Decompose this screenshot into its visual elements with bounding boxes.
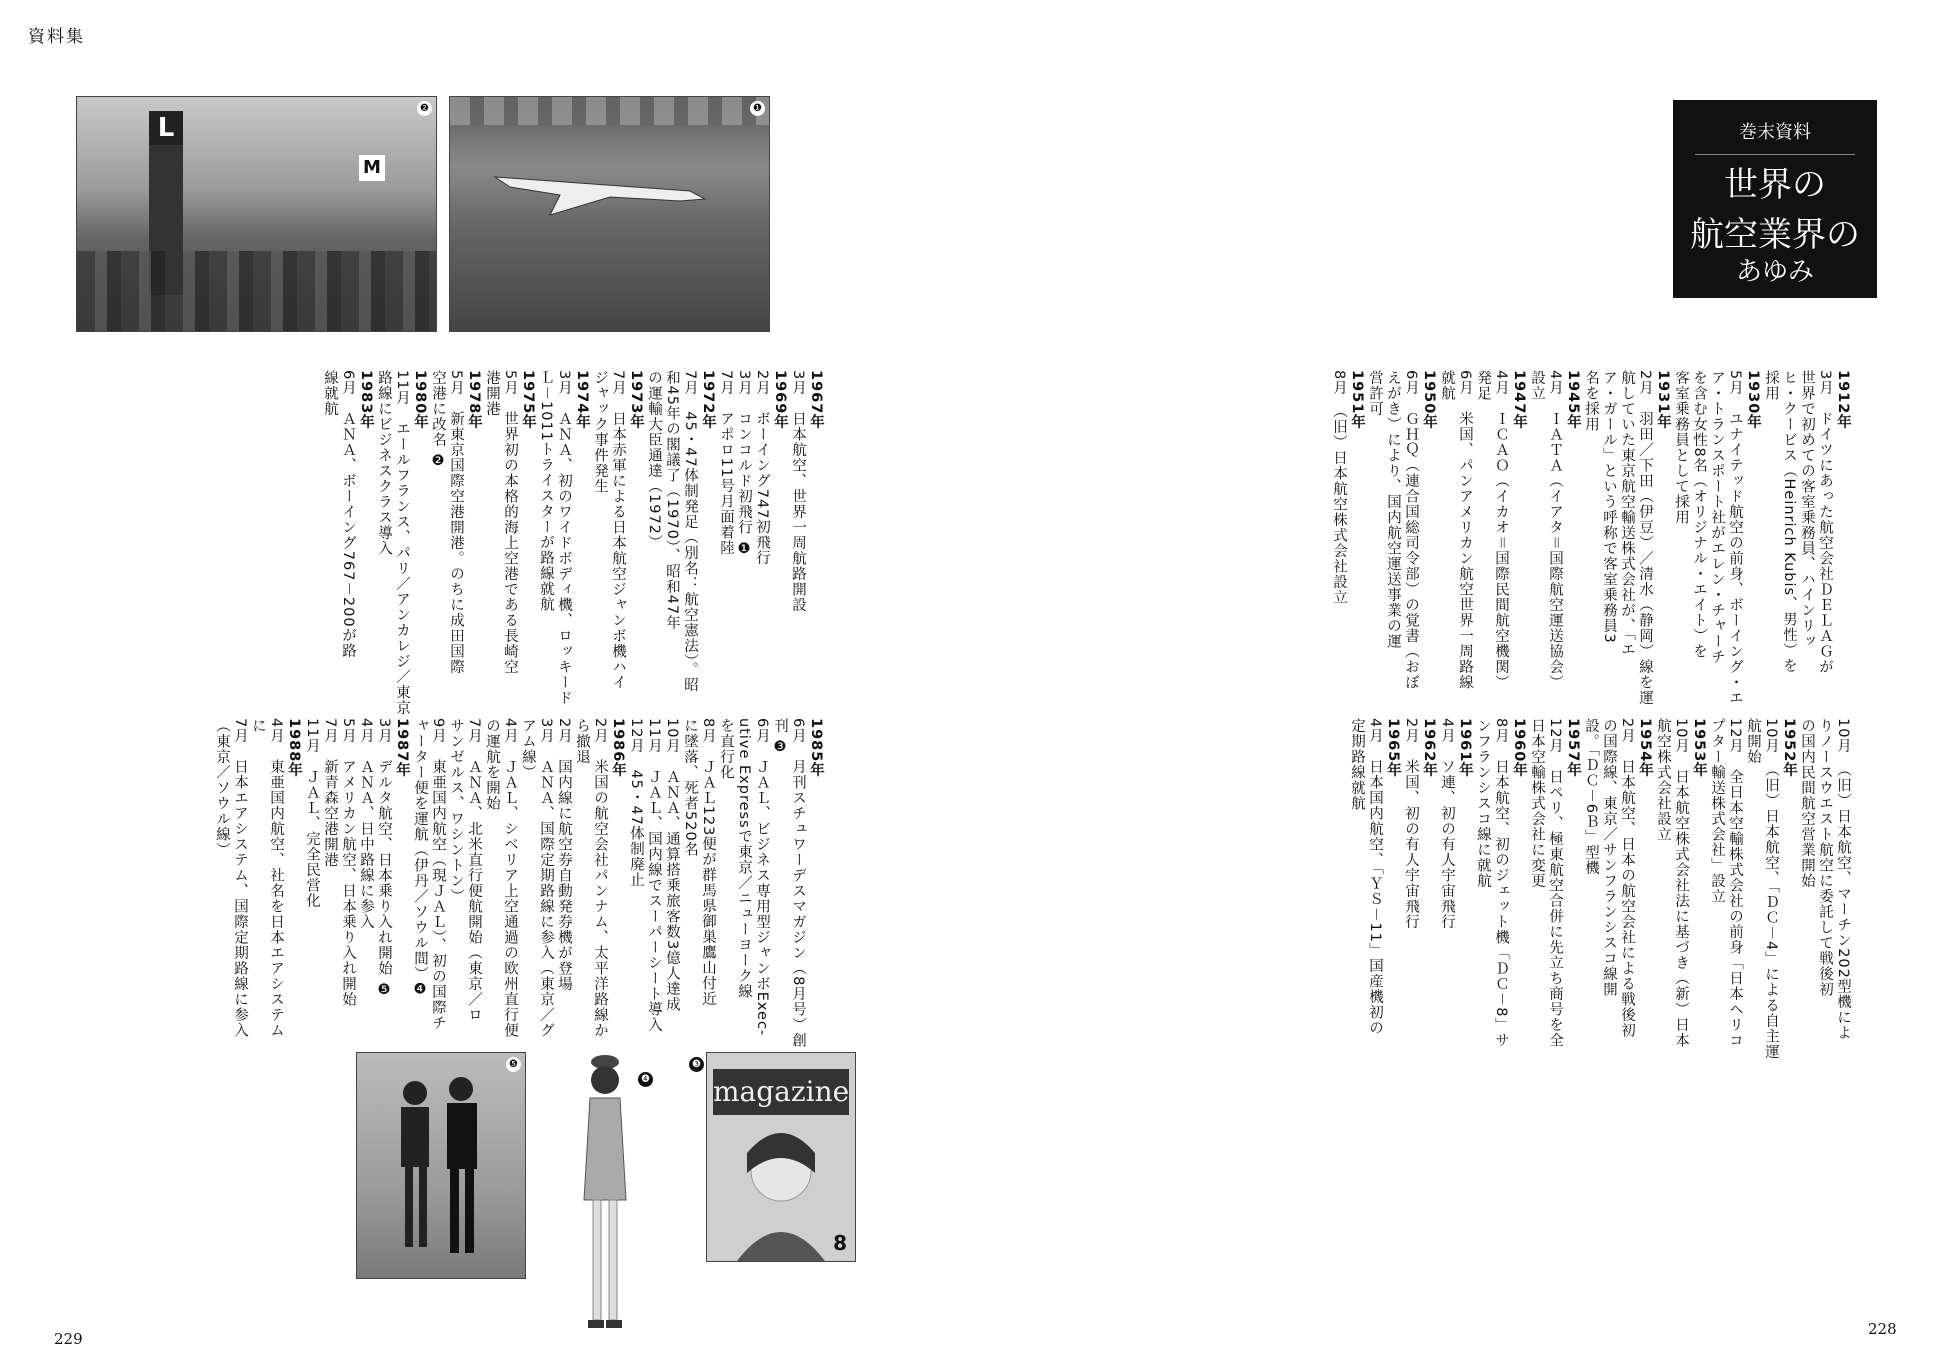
timeline-year: 1980年 bbox=[412, 370, 428, 430]
photo-5-number: ❺ bbox=[506, 1057, 521, 1072]
timeline-year: 1978年 bbox=[466, 370, 482, 430]
crowd bbox=[77, 251, 436, 331]
timeline-event: 10月 （旧）日本航空、マーチン202型機によ りノースウエスト航空に委託して戦後初 の国内民間航空営業開始 bbox=[1799, 718, 1851, 1041]
terminal-photo bbox=[76, 96, 437, 332]
timeline-year: 1972年 bbox=[700, 370, 716, 430]
title-label: 巻末資料 bbox=[1695, 118, 1855, 155]
timeline-year: 1967年 bbox=[808, 370, 824, 430]
timeline-year: 1975年 bbox=[520, 370, 536, 430]
attendant-photo bbox=[560, 1050, 650, 1350]
timeline-year: 1961年 bbox=[1457, 718, 1473, 778]
crew-figures bbox=[357, 1053, 525, 1278]
timeline-event: 3月 ドイツにあった航空会社ＤＥＬＡＧが 世界で初めての客室乗務員、ハインリッ ヒ・クービス（Heinrich Kubis、男性）を 採用 bbox=[1763, 370, 1833, 675]
timeline-event: 5月 世界初の本格的海上空港である長崎空 港開港 bbox=[484, 370, 518, 675]
timeline-right-bottom bbox=[1330, 718, 1888, 1063]
concorde-aircraft bbox=[490, 147, 710, 217]
timeline-event: 7月 日本赤軍による日本航空ジャンボ機ハイ ジャック事件発生 bbox=[592, 370, 626, 691]
magazine-issue: 8 bbox=[833, 1231, 847, 1255]
timeline-event: 8月 日本航空、初のジェット機「ＤＣ－8」サ ンフランシスコ線に就航 bbox=[1475, 718, 1509, 1049]
timeline-year: 1960年 bbox=[1511, 718, 1527, 778]
timeline-year: 1985年 bbox=[808, 718, 824, 778]
timeline-event: 6月 ＧＨＱ（連合国総司令部）の覚書（おぼ えがき）により、国内航空運送事業の運 営許可 bbox=[1367, 370, 1419, 691]
photo-4-number: ❹ bbox=[638, 1072, 653, 1087]
timeline-left-bottom bbox=[195, 718, 861, 1063]
concorde-photo bbox=[449, 96, 770, 332]
timeline-year: 1986年 bbox=[610, 718, 626, 778]
timeline-year: 1962年 bbox=[1421, 718, 1437, 778]
timeline-event: 2月 羽田／下田（伊豆）／清水（静岡）線を運 航していた東京航空輸送株式会社が、「エ ア・ガール」という呼称で客室乗務員3 名を採用 bbox=[1583, 370, 1653, 706]
title-box bbox=[1673, 100, 1877, 298]
timeline-year: 1952年 bbox=[1781, 718, 1797, 778]
timeline-year: 1950年 bbox=[1421, 370, 1437, 430]
timeline-year: 1930年 bbox=[1745, 370, 1761, 430]
timeline-event: 12月 日ペリ、極東航空合併に先立ち商号を全 日本空輸株式会社に変更 bbox=[1529, 718, 1563, 1049]
page-number-right: 228 bbox=[1868, 1320, 1897, 1338]
photo-3-number: ❸ bbox=[689, 1057, 704, 1072]
page-number-left: 229 bbox=[54, 1330, 83, 1348]
timeline-year: 1954年 bbox=[1637, 718, 1653, 778]
timeline-year: 1945年 bbox=[1565, 370, 1581, 430]
timeline-year: 1951年 bbox=[1349, 370, 1365, 430]
title-line-3: あゆみ bbox=[1735, 257, 1814, 287]
timeline-event: 6月 月刊スチュワーデスマガジン（8月号）創 刊 ❸ 6月 ＪＡＬ、ビジネス専用型ジャンボExec- utive Expressで東京／ニューヨーク線 を直行化 8月 ＪＡＬ123便が群馬県御巣鷹山付近 に墜落、死者520名 10月 ＡＮＡ、通算搭乗旅客数3億人達成 11月 ＪＡＬ、国内線でスーパーシート導入 12月 45・47体制廃止 bbox=[628, 718, 806, 1049]
timeline-event: 4月 日本国内航空、「ＹＳ－11」国産機初の 定期路線就航 bbox=[1349, 718, 1383, 1036]
timeline-year: 1973年 bbox=[628, 370, 644, 430]
delta-crew-photo bbox=[356, 1052, 526, 1279]
timeline-year: 1947年 bbox=[1511, 370, 1527, 430]
terminal-buildings bbox=[450, 97, 769, 125]
title-line-2: 航空業界の bbox=[1690, 215, 1860, 255]
photo-1-number: ❶ bbox=[750, 101, 765, 116]
timeline-year: 1988年 bbox=[286, 718, 302, 778]
magazine-masthead: magazine bbox=[713, 1069, 849, 1115]
attendant-figure bbox=[560, 1050, 650, 1350]
timeline-year: 1965年 bbox=[1385, 718, 1401, 778]
timeline-year: 1987年 bbox=[394, 718, 410, 778]
timeline-year: 1912年 bbox=[1835, 370, 1851, 430]
timeline-year: 1931年 bbox=[1655, 370, 1671, 430]
timeline-event: 6月 ＡＮＡ、ボーイング767－200が路 線就航 bbox=[322, 370, 356, 659]
timeline-event: 5月 新東京国際空港開港。のちに成田国際 空港に改名 ❷ bbox=[430, 370, 464, 675]
timeline-event: 4月 東亜国内航空、社名を日本エアシステム に 7月 日本エアシステム、国際定期路線に参入 （東京／ソウル線） bbox=[214, 718, 284, 1039]
timeline-right-top bbox=[1312, 370, 1888, 715]
timeline-event: 11月 エールフランス、パリ／アンカレジ／東京 路線にビジネスクラス導入 bbox=[376, 370, 410, 716]
timeline-event: 2月 ボーイング747初飛行 3月 コンコルド初飛行 ❶ 7月 アポロ11号月面着陸 bbox=[718, 370, 770, 566]
timeline-event: 4月 ＩＡＴＡ（イアタ＝国際航空運送協会） 設立 bbox=[1529, 370, 1563, 691]
timeline-year: 1983年 bbox=[358, 370, 374, 430]
sign-l: L bbox=[149, 111, 183, 145]
timeline-event: 2月 日本航空、日本の航空会社による戦後初 の国際線、東京／サンフランシスコ線開 設。「ＤＣ－6Ｂ」型機 bbox=[1583, 718, 1635, 1039]
timeline-event: 8月 （旧）日本航空株式会社設立 bbox=[1331, 370, 1347, 606]
timeline-event: 7月 45・47体制発足（別名：航空憲法）。昭 和45年の閣議了（1970）、昭和47年 の運輸大臣通達（1972） bbox=[646, 370, 698, 693]
timeline-year: 1974年 bbox=[574, 370, 590, 430]
timeline-event: 10月 日本航空株式会社法に基づき（新）日本 航空株式会社設立 bbox=[1655, 718, 1689, 1049]
sign-m: M bbox=[359, 155, 385, 181]
section-header: 資料集 bbox=[28, 27, 85, 47]
timeline-event: 10月 （旧）日本航空、「ＤＣ－4」による自主運 航開始 12月 全日本空輸株式会社の前身「日本ヘリコ プター輸送株式会社」設立 bbox=[1709, 718, 1779, 1060]
timeline-event: 4月 ソ連、初の有人宇宙飛行 bbox=[1439, 718, 1455, 930]
timeline-year: 1969年 bbox=[772, 370, 788, 430]
timeline-event: 3月 ＡＮＡ、初のワイドボディ機、ロッキード Ｌ－1011トライスターが路線就航 bbox=[538, 370, 572, 706]
timeline-event: 2月 米国、初の有人宇宙飛行 bbox=[1403, 718, 1419, 930]
photo-2-number: ❷ bbox=[417, 101, 432, 116]
title-line-1: 世界の bbox=[1724, 165, 1826, 205]
timeline-event: 3月 日本航空、世界一周航路開設 bbox=[790, 370, 806, 613]
timeline-year: 1957年 bbox=[1565, 718, 1581, 778]
timeline-year: 1953年 bbox=[1691, 718, 1707, 778]
magazine-cover-photo bbox=[692, 1052, 856, 1262]
timeline-event: 4月 ＩＣＡＯ（イカオ＝国際民間航空機関） 発足 6月 米国、パンアメリカン航空世界一周路線 就航 bbox=[1439, 370, 1509, 691]
timeline-left-top bbox=[303, 370, 861, 715]
timeline-event: 2月 米国の航空会社パンナム、太平洋路線か ら撤退 2月 国内線に航空券自動発券機が登場 3月 ＡＮＡ、国際定期路線に参入（東京／グ アム線） 4月 ＪＡＬ、シベリア上空通過の欧州直行便 の運航を開始 7月 ＡＮＡ、北米直行便航開始（東京／ロ サンゼルス、ワシントン） 9月 東亜国内航空（現ＪＡＬ）、初の国際チ ャーター便を運航（伊丹／ソウル間）❹ bbox=[412, 718, 608, 1039]
timeline-event: 5月 ユナイテッド航空の前身、ボーイング・エ ア・トランスポート社がエレン・チャーチ を含む女性8名（オリジナル・エイト）を 客室乗務員として採用 bbox=[1673, 370, 1743, 706]
magazine-face bbox=[707, 1053, 855, 1261]
timeline-event: 3月 デルタ航空、日本乗り入れ開始 ❺ 4月 ＡＮＡ、日中路線に参入 5月 アメリカン航空、日本乗り入れ開始 7月 新青森空港開港 11月 ＪＡＬ、完全民営化 bbox=[304, 718, 392, 1008]
